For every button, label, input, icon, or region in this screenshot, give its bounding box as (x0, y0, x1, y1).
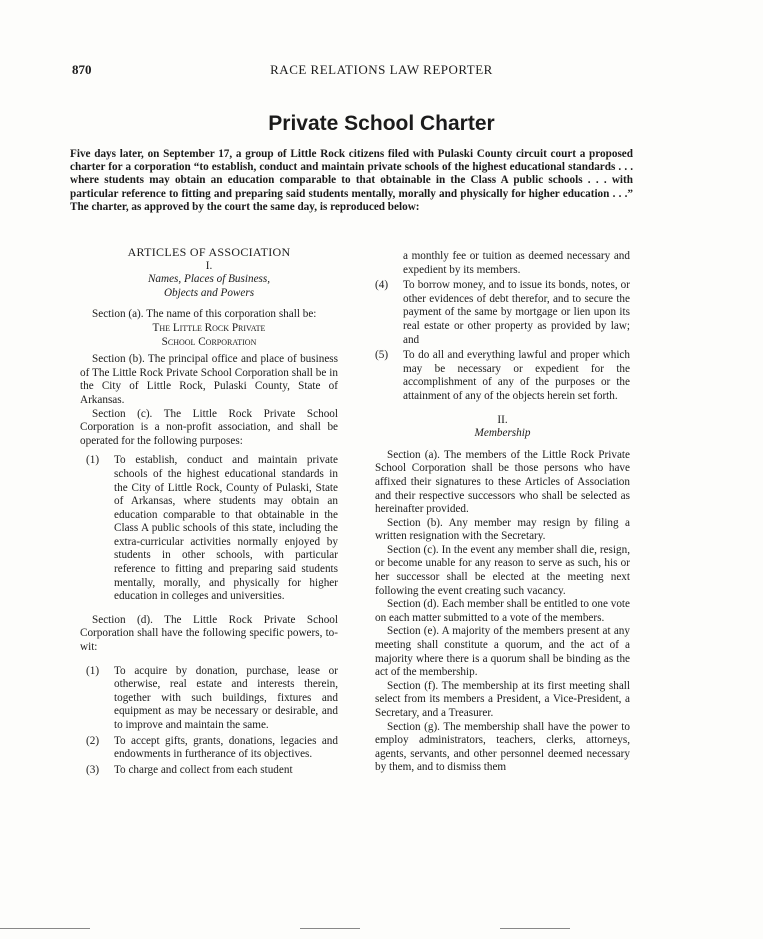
membership-section-f: Section (f). The membership at its first meeting shall select from its members a President, a Vice-President, a Secretary, and a Treasurer. (375, 679, 630, 719)
bottom-scan-rule (0, 928, 90, 929)
intro-paragraph: Five days later, on September 17, a group of Little Rock citizens filed with Pulaski County circuit court a proposed charter for a corporation “to establish, conduct and maintain private schools of the highest educational standards . . . where students may obtain an education comparable to that obtainable in the Class A public schools . . . with particular reference to fitting and preparing said students mentally, morally and physically for higher education . . .” The charter, as approved by the court the same day, is reproduced below: (70, 148, 633, 213)
article-1-subtitle-line1: Names, Places of Business, (147, 273, 271, 286)
article-1-section-b: Section (b). The principal office and place of business of The Little Rock Private School Corporation shall be in the City of Little Rock, Pulaski County, State of Arkansas. (80, 353, 338, 406)
corporation-name-line1: The Little Rock Private (152, 321, 266, 334)
membership-section-a: Section (a). The members of the Little Rock Private School Corporation shall be those persons who have affixed their signatures to these Articles of Association and their respective successors who shall be selected as hereinafter provided. (375, 448, 630, 516)
membership-section-d: Section (d). Each member shall be entitled to one vote on each matter submitted to a vote of the members. (375, 598, 630, 624)
article-1-numeral: I. (205, 259, 213, 272)
article-1-section-c: Section (c). The Little Rock Private School Corporation is a non-profit association, and shall be operated for the following purposes: (80, 407, 338, 447)
membership-section-c: Section (c). In the event any member shall die, resign, or become unable for any reason to serve as such, his or her successor shall be elected at the meeting next following the event creating such vacancy. (375, 543, 630, 597)
power-number: (1) (86, 664, 100, 677)
article-2-numeral: II. (497, 413, 508, 426)
bottom-scan-rule (300, 928, 360, 929)
membership-section-b: Section (b). Any member may resign by filing a written resignation with the Secretary. (375, 516, 630, 543)
membership-section-g: Section (g). The membership shall have the power to employ administrators, teachers, clerks, attorneys, agents, servants, and other personnel deemed necessary by them, and to dismiss them (375, 720, 630, 774)
membership-section-e: Section (e). A majority of the members present at any meeting shall constitute a quorum, and the act of a majority where there is a quorum shall be binding as the act of the membership. (375, 625, 630, 679)
power-item (80, 764, 338, 778)
power-text: To do all and everything lawful and proper which may be necessary or expedient for the accomplishment of any of the purposes or the attainment of any of the objects herein set forth. (403, 349, 630, 402)
running-head: RACE RELATIONS LAW REPORTER (270, 62, 493, 77)
power-number: (5) (375, 349, 389, 362)
articles-heading: ARTICLES OF ASSOCIATION (127, 245, 291, 259)
purpose-text: To establish, conduct and maintain private schools of the highest educational standards in the City of Little Rock, County of Pulaski, State of Arkansas, where students may obtain an education comparable to that obtainable in the Class A public schools of this state, including the extra-curricular activities normally enjoyed by students in other schools, with particular reference to fitting and preparing said students mentally, morally, and physically for higher education in colleges and universities. (114, 454, 338, 603)
power-text: To accept gifts, grants, donations, legacies and endowments in furtherance of its objectives. (114, 734, 338, 761)
bottom-scan-rule (500, 928, 570, 929)
article-1-section-a: Section (a). The name of this corporation shall be: (92, 308, 317, 321)
article-2-subtitle: Membership (474, 427, 531, 440)
power-item (375, 349, 630, 403)
purpose-item (80, 454, 338, 604)
right-column (375, 250, 630, 775)
page-number: 870 (72, 62, 92, 77)
purpose-number: (1) (86, 454, 100, 467)
power-text: To charge and collect from each student (114, 763, 293, 776)
article-1-section-d: Section (d). The Little Rock Private School Corporation shall have the following specific powers, to-wit: (80, 613, 338, 654)
page-title: Private School Charter (268, 112, 495, 135)
power-number: (4) (375, 279, 389, 292)
power-item (80, 735, 338, 762)
corporation-name-line2: School Corporation (161, 335, 257, 348)
power-item (375, 279, 630, 347)
left-column (80, 246, 338, 779)
power-number: (2) (86, 734, 100, 747)
power-item (80, 665, 338, 733)
power-number: (3) (86, 763, 100, 776)
article-1-subtitle-line2: Objects and Powers (163, 286, 255, 299)
power-text: To borrow money, and to issue its bonds, notes, or other evidences of debt therefor, and to secure the payment of the same by mortgage or lien upon its real estate or other property as provided by law; and (403, 279, 630, 346)
power-text: To acquire by donation, purchase, lease or otherwise, real estate and interests therein, together with such buildings, fixtures and equipment as may be necessary or desirable, and to improve and maintain the same. (114, 664, 338, 731)
power-3-continuation: a monthly fee or tuition as deemed necessary and expedient by its members. (403, 250, 630, 276)
